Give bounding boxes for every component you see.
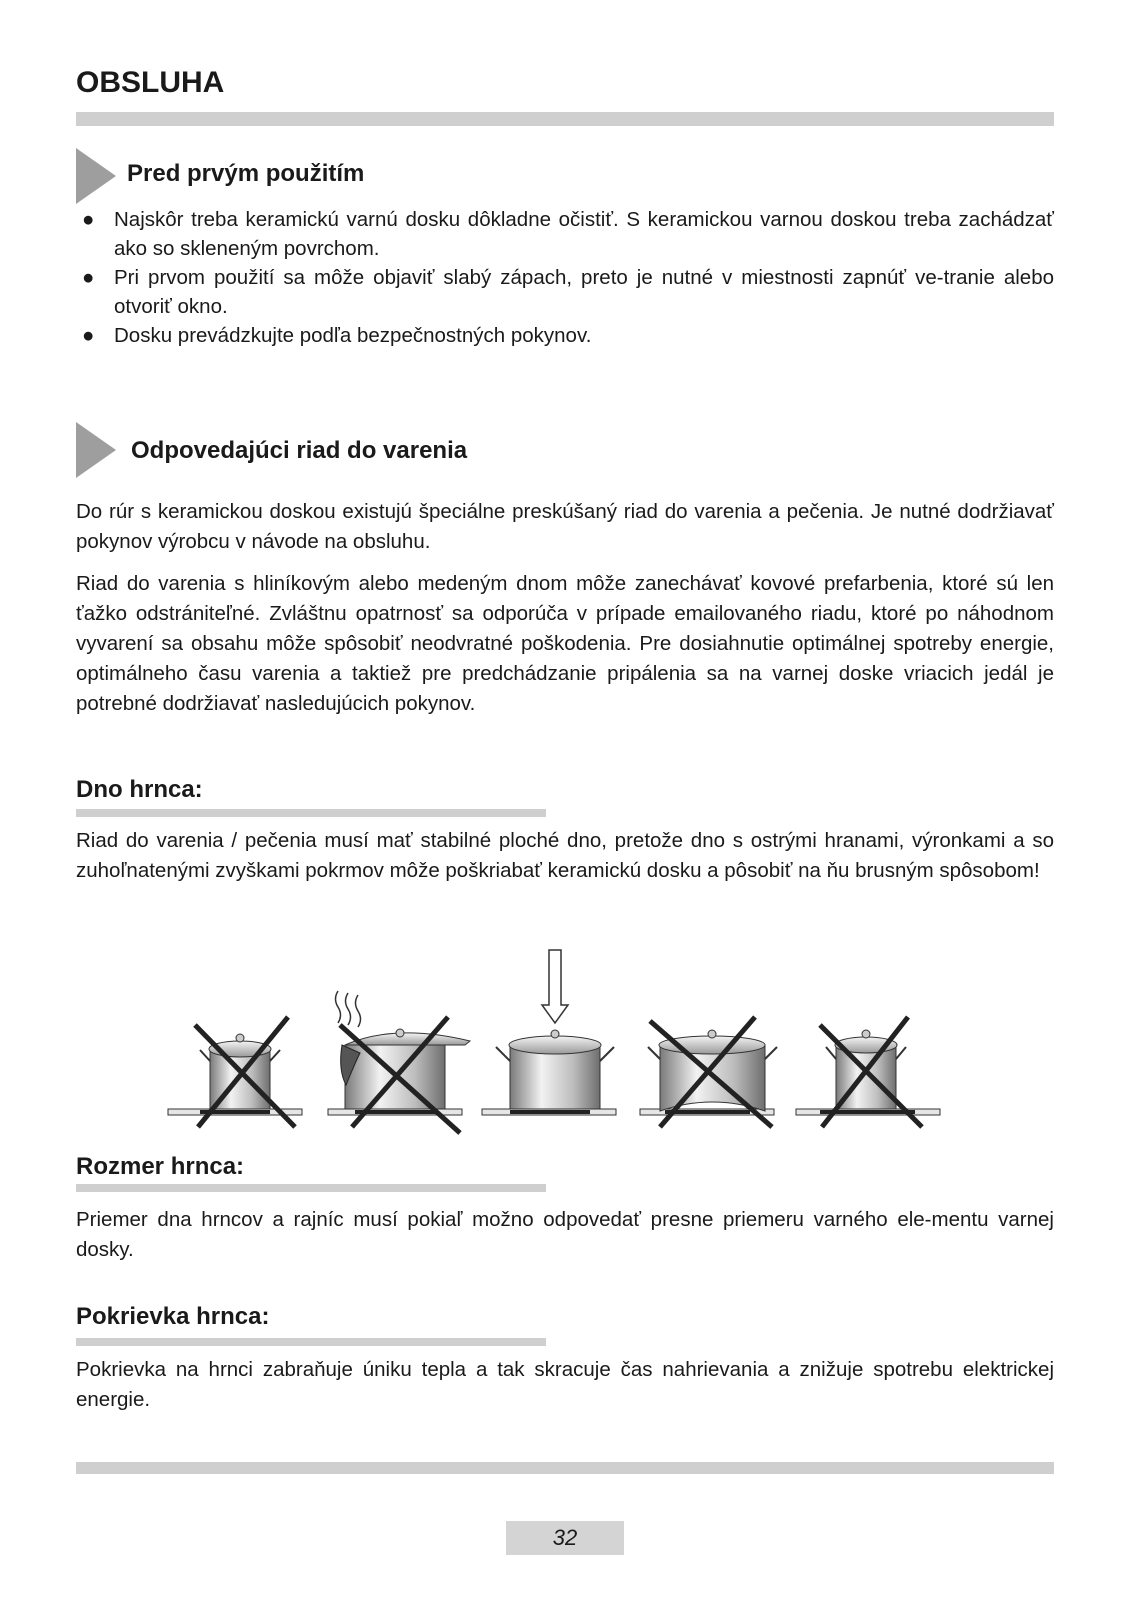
page-title: OBSLUHA	[76, 66, 225, 99]
pot-bottom-rule	[76, 809, 546, 817]
pot-too-small-icon	[168, 1017, 302, 1127]
heading-pot-lid: Pokrievka hrnca:	[76, 1303, 270, 1330]
bullet-icon: ●	[82, 208, 95, 231]
pot-dirty-icon	[328, 991, 470, 1133]
section-heading-first-use: Pred prvým použitím	[127, 160, 365, 187]
pot-lid-rule	[76, 1338, 546, 1346]
heading-pot-bottom: Dno hrnca:	[76, 776, 203, 803]
pot-size-text: Priemer dna hrncov a rajníc musí pokiaľ možno odpovedať presne priemeru varného ele-mentu varnej dosky.	[76, 1208, 1054, 1261]
list-item: ● Pri prvom použití sa môže objaviť slabý zápach, preto je nutné v miestnosti zapnúť ve-tranie alebo otvoriť okno.	[82, 263, 1054, 321]
pot-bottom-text: Riad do varenia / pečenia musí mať stabilné ploché dno, pretože dno s ostrými hranami, výronkami a so zuhoľnatenými zvyškami pokrmov môže poškriabať keramickú dosku a pôsobiť na ňu brusným spôsobom!	[76, 829, 1054, 882]
pot-size-rule	[76, 1184, 546, 1192]
first-use-list	[82, 205, 1054, 350]
footer-rule	[76, 1462, 1054, 1474]
page-number: 32	[506, 1521, 624, 1555]
bullet-icon: ●	[82, 324, 95, 347]
bullet-icon: ●	[82, 266, 95, 289]
section-arrow-icon	[76, 148, 116, 204]
pot-correct-icon	[482, 950, 616, 1115]
down-arrow-icon	[542, 950, 568, 1023]
pot-lid-text: Pokrievka na hrnci zabraňuje úniku tepla a tak skracuje čas nahrievania a znižuje spotrebu elektrickej energie.	[76, 1358, 1054, 1411]
cookware-paragraph-1: Do rúr s keramickou doskou existujú špeciálne preskúšaný riad do varenia a pečenia. Je nutné dodržiavať pokynov výrobcu v návode na obsluhu.	[76, 500, 1054, 553]
list-item: ● Dosku prevádzkujte podľa bezpečnostných pokynov.	[82, 321, 1054, 350]
section-heading-cookware: Odpovedajúci riad do varenia	[131, 437, 468, 464]
pot-warped-icon	[640, 1017, 777, 1127]
cookware-paragraph-2: Riad do varenia s hliníkovým alebo medeným dnom môže zanechávať kovové prefarbenia, ktoré sú len ťažko odstrániteľné. Zvláštnu opatrnosť sa odporúča v prípade emailovaného riadu, ktoré po náhodnom vyvarení sa obsahu môže spôsobiť neodvratné poškodenia. Pre dosiahnutie optimálnej spotreby energie, optimálneho času varenia a taktiež pre predchádzanie pripálenia sa na varnej doske vriacich jedál je potrebné dodržiavať nasledujúcich pokynov.	[76, 572, 1054, 715]
pot-bottom-illustration	[160, 945, 960, 1140]
section-arrow-icon	[76, 422, 116, 478]
title-rule	[76, 112, 1054, 126]
pot-narrow-icon	[796, 1017, 940, 1127]
heading-pot-size: Rozmer hrnca:	[76, 1153, 245, 1180]
list-item: ● Najskôr treba keramickú varnú dosku dôkladne očistiť. S keramickou varnou doskou treba zachádzať ako so skleneným povrchom.	[82, 205, 1054, 263]
